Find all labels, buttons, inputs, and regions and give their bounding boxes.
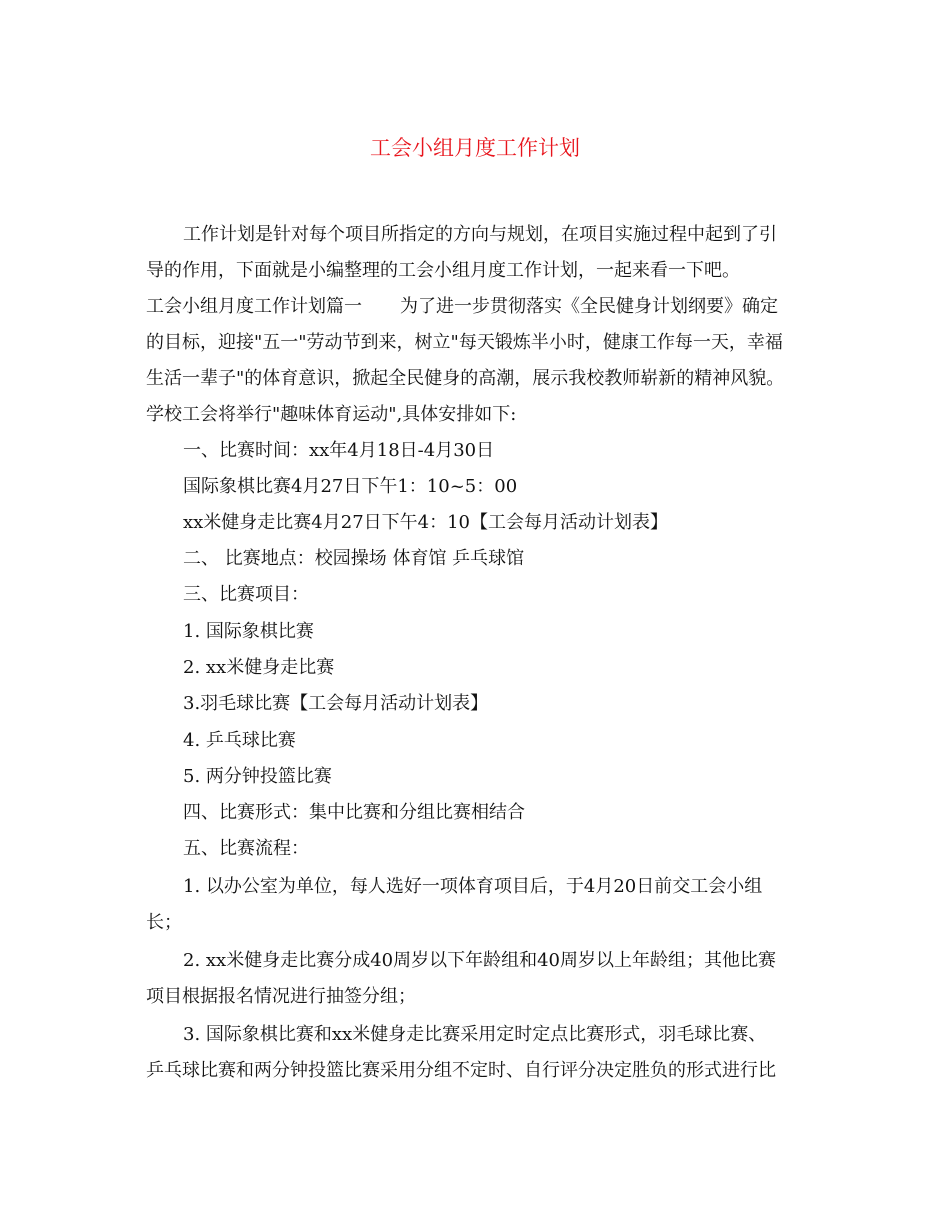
process-item-continued: 长；	[146, 912, 182, 933]
paragraph-line: 生活一辈子"的体育意识，掀起全民健身的高潮，展示我校教师崭新的精神风貌。	[146, 368, 785, 389]
section-heading-line	[146, 294, 778, 320]
document-title: 工会小组月度工作计划	[370, 136, 580, 160]
event-item: 5. 两分钟投篮比赛	[183, 766, 332, 787]
events-heading: 三、比赛项目：	[183, 584, 309, 605]
process-item: 1. 以办公室为单位，每人选好一项体育项目后，于4月20日前交工会小组	[183, 876, 763, 897]
process-item: 2. xx米健身走比赛分成40周岁以下年龄组和40周岁以上年龄组；其他比赛	[183, 950, 777, 971]
process-item-continued: 乒乓球比赛和两分钟投篮比赛采用分组不定时、自行评分决定胜负的形式进行比	[146, 1060, 776, 1081]
schedule-time: 一、比赛时间：xx年4月18日-4月30日	[183, 440, 495, 461]
intro-line: 导的作用，下面就是小编整理的工会小组月度工作计划，一起来看一下吧。	[146, 260, 740, 281]
process-item-continued: 项目根据报名情况进行抽签分组；	[146, 986, 416, 1007]
event-item: 4. 乒乓球比赛	[183, 730, 296, 751]
process-item: 3. 国际象棋比赛和xx米健身走比赛采用定时定点比赛形式，羽毛球比赛、	[183, 1024, 767, 1045]
venue-line: 二、 比赛地点：校园操场 体育馆 乒乓球馆	[183, 548, 525, 569]
event-item: 2. xx米健身走比赛	[183, 657, 335, 678]
schedule-item: xx米健身走比赛4月27日下午4：10【工会每月活动计划表】	[183, 512, 669, 533]
schedule-item: 国际象棋比赛4月27日下午1：10~5：00	[183, 476, 518, 497]
paragraph-line: 学校工会将举行"趣味体育运动",具体安排如下:	[146, 404, 517, 425]
section-paragraph-start: 为了进一步贯彻落实《全民健身计划纲要》确定	[400, 296, 778, 317]
process-heading: 五、比赛流程：	[183, 838, 309, 859]
intro-line: 工作计划是针对每个项目所指定的方向与规划，在项目实施过程中起到了引	[183, 224, 777, 245]
format-line: 四、比赛形式：集中比赛和分组比赛相结合	[183, 802, 525, 823]
section-heading: 工会小组月度工作计划篇一	[146, 296, 362, 317]
event-item: 3.羽毛球比赛【工会每月活动计划表】	[183, 693, 489, 714]
paragraph-line: 的目标，迎接"五一"劳动节到来，树立"每天锻炼半小时，健康工作每一天，幸福	[146, 332, 783, 353]
event-item: 1. 国际象棋比赛	[183, 621, 314, 642]
